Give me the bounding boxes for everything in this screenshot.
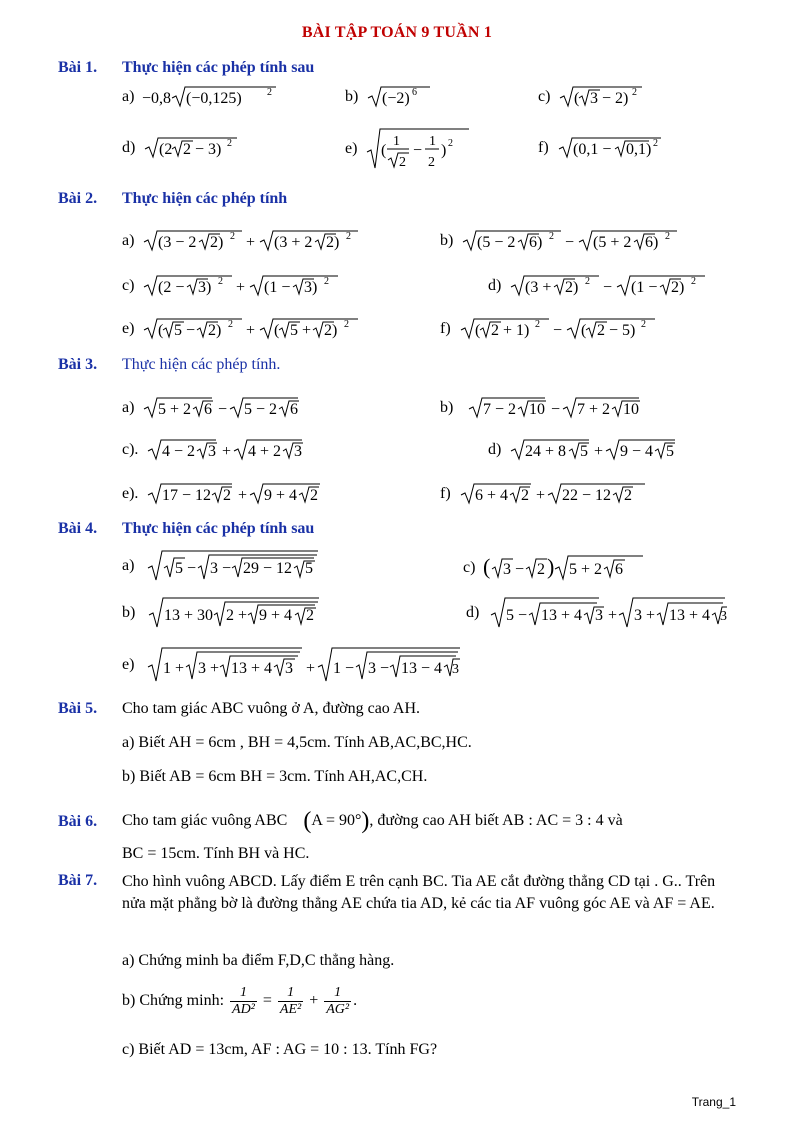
svg-text:−0,8: −0,8: [142, 90, 172, 107]
bai3-item-b: b) 7 − 2 10 − 7 + 2 10: [440, 395, 641, 421]
svg-text:2): 2): [671, 279, 685, 296]
math-expression: [142, 273, 342, 299]
bai3-item-e: e). 17 − 12 2 + 9 + 4 2: [122, 481, 326, 507]
svg-text:+: +: [246, 322, 256, 339]
svg-text:2: 2: [632, 87, 638, 98]
svg-text:2 + 1): 2 + 1): [490, 322, 530, 339]
svg-text:10: 10: [529, 401, 546, 418]
svg-text:2: 2: [230, 231, 236, 242]
bai6-label: Bài 6.: [58, 813, 98, 830]
bai4-heading: Thực hiện các phép tính sau: [122, 520, 315, 537]
svg-text:2): 2): [210, 234, 224, 251]
svg-text:2 − 5): 2 − 5): [596, 322, 636, 339]
bai7-part-a: a) Chứng minh ba điểm F,D,C thẳng hàng.: [122, 952, 395, 969]
svg-text:+: +: [236, 279, 246, 296]
svg-text:(0,1 −: (0,1 −: [572, 141, 612, 158]
svg-text:5 −: 5 −: [506, 607, 528, 624]
bai6-line1: Cho tam giác vuông ABC (A = 90°), đường cao AH biết AB : AC = 3 : 4 và: [122, 808, 623, 834]
svg-text:1 +: 1 +: [163, 660, 185, 677]
svg-text:2: 2: [537, 561, 546, 578]
svg-text:(2 −: (2 −: [158, 279, 185, 296]
svg-text:5 − 2: 5 − 2: [244, 401, 278, 418]
svg-text:(2: (2: [159, 141, 173, 158]
svg-text:13 + 4: 13 + 4: [231, 660, 273, 677]
svg-text:13 + 4: 13 + 4: [669, 607, 711, 624]
bai2-label: Bài 2.: [58, 190, 98, 207]
svg-text:2: 2: [218, 276, 224, 287]
svg-text:(: (: [158, 322, 164, 339]
svg-text:(5 + 2: (5 + 2: [593, 234, 632, 251]
svg-text:5 −: 5 −: [175, 560, 197, 577]
svg-text:2: 2: [310, 487, 319, 504]
svg-text:2: 2: [344, 319, 350, 330]
math-expression: [557, 135, 667, 161]
svg-text:3: 3: [720, 609, 728, 624]
svg-text:1: 1: [393, 134, 401, 149]
svg-text:2: 2: [324, 276, 330, 287]
svg-text:3: 3: [452, 662, 460, 677]
svg-text:+: +: [222, 443, 232, 460]
svg-text:+: +: [306, 660, 316, 677]
math-expression: [142, 548, 322, 584]
svg-text:(−2): (−2): [382, 90, 411, 107]
svg-text:6): 6): [529, 234, 543, 251]
svg-text:5: 5: [666, 443, 675, 460]
math-expression: [483, 553, 653, 583]
svg-text:3: 3: [208, 443, 217, 460]
bai1-heading: Thực hiện các phép tính sau: [122, 59, 315, 76]
svg-text:2: 2: [227, 138, 233, 149]
svg-text:3 +: 3 +: [634, 607, 656, 624]
svg-text:17 − 12: 17 − 12: [162, 487, 212, 504]
svg-text:9 + 4: 9 + 4: [264, 487, 298, 504]
math-expression: [487, 595, 727, 631]
math-expression: [509, 437, 679, 463]
svg-text:9 + 4: 9 + 4: [259, 607, 293, 624]
svg-text:(1 −: (1 −: [264, 279, 291, 296]
bai4-item-b: b) 13 + 30 2 + 9 + 4 2: [122, 595, 323, 631]
math-expression: [558, 84, 648, 110]
bai2-item-c: c) (2 − 3) 2 + (1 − 3) 2: [122, 273, 342, 299]
math-expression: [459, 316, 659, 342]
bai5-line3: b) Biết AB = 6cm BH = 3cm. Tính AH,AC,CH.: [122, 768, 428, 785]
svg-text:1: 1: [429, 134, 437, 149]
svg-text:3): 3): [304, 279, 318, 296]
svg-text:2: 2: [549, 231, 555, 242]
svg-text:2): 2): [208, 322, 222, 339]
bai5-line2: a) Biết AH = 6cm , BH = 4,5cm. Tính AB,AC,BC,HC.: [122, 734, 472, 751]
svg-text:−: −: [413, 142, 423, 159]
svg-text:(1 −: (1 −: [631, 279, 658, 296]
svg-text:2: 2: [640, 319, 646, 330]
bai7-label: Bài 7.: [58, 872, 98, 889]
svg-text:(: (: [381, 142, 387, 159]
svg-text:3 − 2): 3 − 2): [590, 90, 629, 107]
svg-text:5 + 2: 5 + 2: [569, 561, 603, 578]
svg-text:22 − 12: 22 − 12: [561, 487, 611, 504]
svg-text:0,1): 0,1): [625, 141, 651, 158]
svg-text:29 − 12: 29 − 12: [243, 560, 293, 577]
svg-text:+: +: [594, 443, 604, 460]
svg-text:2: 2: [534, 319, 540, 330]
svg-text:3 −: 3 −: [368, 660, 390, 677]
page-title: BÀI TẬP TOÁN 9 TUẦN 1: [301, 24, 493, 41]
math-expression: [461, 395, 641, 421]
bai1-item-b: b) (−2) 6: [345, 84, 436, 110]
svg-text:6 + 4: 6 + 4: [474, 487, 508, 504]
bai2-item-d: d) (3 + 2) 2 − (1 − 2) 2: [488, 273, 709, 299]
page-number: Trang_1: [691, 1095, 736, 1109]
svg-text:5 −: 5 −: [174, 322, 196, 339]
svg-text:13 + 4: 13 + 4: [541, 607, 583, 624]
svg-text:24 + 8: 24 + 8: [525, 443, 567, 460]
svg-text:2: 2: [448, 138, 454, 149]
svg-text:3: 3: [595, 607, 604, 624]
svg-text:(−0,125): (−0,125): [186, 90, 243, 107]
bai2-item-b: b) (5 − 2 6) 2 − (5 + 2 6) 2: [440, 228, 681, 254]
svg-text:4 + 2: 4 + 2: [248, 443, 282, 460]
bai2-item-e: e) ( 5 − 2) 2 + ( 5 + 2) 2: [122, 316, 362, 342]
svg-text:2: 2: [691, 276, 697, 287]
svg-text:10: 10: [623, 401, 640, 418]
math-expression: [146, 481, 326, 507]
svg-text:): ): [441, 142, 447, 159]
svg-text:+: +: [246, 234, 256, 251]
svg-text:): ): [547, 554, 555, 579]
svg-text:2: 2: [399, 155, 407, 170]
svg-text:5 +: 5 +: [290, 322, 312, 339]
bai2-item-a: a) (3 − 2 2) 2 + (3 + 2 2) 2: [122, 228, 362, 254]
bai4-item-c: c) ( 3 − 2 ) 5 + 2 6: [463, 553, 653, 583]
svg-text:7 − 2: 7 − 2: [483, 401, 517, 418]
svg-text:6: 6: [412, 87, 418, 98]
svg-text:(: (: [274, 322, 280, 339]
svg-text:2: 2: [306, 607, 315, 624]
svg-text:+: +: [238, 487, 248, 504]
bai4-item-d: d) 5 − 13 + 4 3 + 3 + 13 + 4 3: [466, 595, 727, 631]
math-expression: [142, 84, 282, 110]
svg-text:6: 6: [204, 401, 213, 418]
svg-text:(: (: [474, 322, 480, 339]
svg-text:3): 3): [198, 279, 212, 296]
bai7-paragraph: Cho hình vuông ABCD. Lấy điểm E trên cạnh BC. Tia AE cắt đường thẳng CD tại . G.. Trên nửa mặt phẳng bờ là đường thẳng AE chứa tia AD, kẻ các tia AF vuông góc AE và AF = AE.: [122, 873, 716, 912]
math-expression: [365, 126, 475, 172]
svg-text:3: 3: [294, 443, 303, 460]
math-expression: [459, 481, 649, 507]
svg-text:(3 + 2: (3 + 2: [274, 234, 313, 251]
svg-text:+: +: [535, 487, 545, 504]
math-expression: [146, 437, 306, 463]
bai2-item-f: f) ( 2 + 1) 2 − ( 2 − 5) 2: [440, 316, 659, 342]
math-expression: [143, 595, 323, 631]
svg-text:2): 2): [326, 234, 340, 251]
svg-text:5: 5: [580, 443, 589, 460]
svg-text:(: (: [580, 322, 586, 339]
svg-text:2: 2: [623, 487, 632, 504]
svg-text:13 − 4: 13 − 4: [401, 660, 443, 677]
svg-text:2 − 3): 2 − 3): [183, 141, 222, 158]
bai1-label: Bài 1.: [58, 59, 98, 76]
svg-text:2: 2: [520, 487, 529, 504]
bai3-label: Bài 3.: [58, 356, 98, 373]
svg-text:(3 − 2: (3 − 2: [158, 234, 197, 251]
svg-text:(3 +: (3 +: [525, 279, 552, 296]
svg-text:−: −: [552, 322, 562, 339]
svg-text:2 +: 2 +: [226, 607, 248, 624]
svg-text:9 − 4: 9 − 4: [620, 443, 654, 460]
svg-text:+: +: [608, 607, 618, 624]
svg-text:−: −: [603, 279, 613, 296]
svg-text:3 +: 3 +: [198, 660, 220, 677]
math-expression: [142, 395, 302, 421]
svg-text:(: (: [574, 90, 580, 107]
svg-text:(5 − 2: (5 − 2: [477, 234, 516, 251]
bai1-item-f: f) (0,1 − 0,1) 2: [538, 135, 667, 161]
bai2-heading: Thực hiện các phép tính: [122, 190, 288, 207]
svg-text:3 −: 3 −: [210, 560, 232, 577]
bai7-part-c: c) Biết AD = 13cm, AF : AG = 10 : 13. Tính FG?: [122, 1041, 438, 1058]
svg-text:2): 2): [324, 322, 338, 339]
bai5-line1: Cho tam giác ABC vuông ở A, đường cao AH.: [122, 700, 421, 717]
bai3-heading: Thực hiện các phép tính.: [122, 356, 281, 373]
math-expression: [366, 84, 436, 110]
svg-text:2: 2: [585, 276, 591, 287]
svg-text:2: 2: [428, 155, 436, 170]
math-expression: [509, 273, 709, 299]
bai3-item-a: a) 5 + 2 6 − 5 − 2 6: [122, 395, 302, 421]
svg-text:5 + 2: 5 + 2: [158, 401, 192, 418]
svg-text:2: 2: [652, 138, 658, 149]
svg-text:3: 3: [285, 660, 294, 677]
bai5-label: Bài 5.: [58, 700, 98, 717]
bai3-item-c: c). 4 − 2 3 + 4 + 2 3: [122, 437, 306, 463]
svg-text:−: −: [565, 234, 575, 251]
bai7-part-b: b) Chứng minh: $\frac{1}{\text{AD²}}$ = $\frac{1}{\text{AE²}}$ + $\frac{1}{\text{AG²}}$ .: [122, 985, 358, 1017]
bai3-item-d: d) 24 + 8 5 + 9 − 4 5: [488, 437, 679, 463]
svg-text:−: −: [218, 401, 228, 418]
svg-text:2: 2: [346, 231, 352, 242]
bai4-item-a: a) 5 − 3 − 29 − 12 5: [122, 548, 322, 584]
svg-text:4 − 2: 4 − 2: [162, 443, 196, 460]
math-expression: [142, 645, 462, 685]
svg-text:5: 5: [305, 560, 314, 577]
svg-text:6: 6: [290, 401, 299, 418]
bai1-item-d: d) (2 2 − 3) 2: [122, 135, 243, 161]
math-expression: [143, 135, 243, 161]
bai6-line2: BC = 15cm. Tính BH và HC.: [122, 845, 310, 862]
svg-text:2: 2: [223, 487, 232, 504]
bai1-item-a: a) −0,8 (−0,125) 2: [122, 84, 282, 110]
svg-text:13 + 30: 13 + 30: [164, 607, 214, 624]
math-expression: [461, 228, 681, 254]
math-expression: [142, 228, 362, 254]
math-expression: [142, 316, 362, 342]
svg-text:7 + 2: 7 + 2: [577, 401, 611, 418]
svg-text:−: −: [551, 401, 561, 418]
svg-text:6): 6): [645, 234, 659, 251]
svg-text:(: (: [483, 554, 491, 579]
bai1-item-c: c) ( 3 − 2) 2: [538, 84, 648, 110]
svg-text:2: 2: [665, 231, 671, 242]
bai4-label: Bài 4.: [58, 520, 98, 537]
svg-text:6: 6: [615, 561, 624, 578]
svg-text:3 −: 3 −: [503, 561, 525, 578]
bai4-item-e: e) 1 + 3 + 13 + 4 3 + 1 − 3 − 13 − 4 3: [122, 645, 462, 685]
bai1-item-e: e) ( 1 2 − 1 2 ) 2: [345, 126, 475, 172]
bai3-item-f: f) 6 + 4 2 + 22 − 12 2: [440, 481, 649, 507]
svg-text:2): 2): [565, 279, 579, 296]
svg-text:1 −: 1 −: [333, 660, 355, 677]
svg-text:2: 2: [267, 87, 273, 98]
svg-text:2: 2: [228, 319, 234, 330]
